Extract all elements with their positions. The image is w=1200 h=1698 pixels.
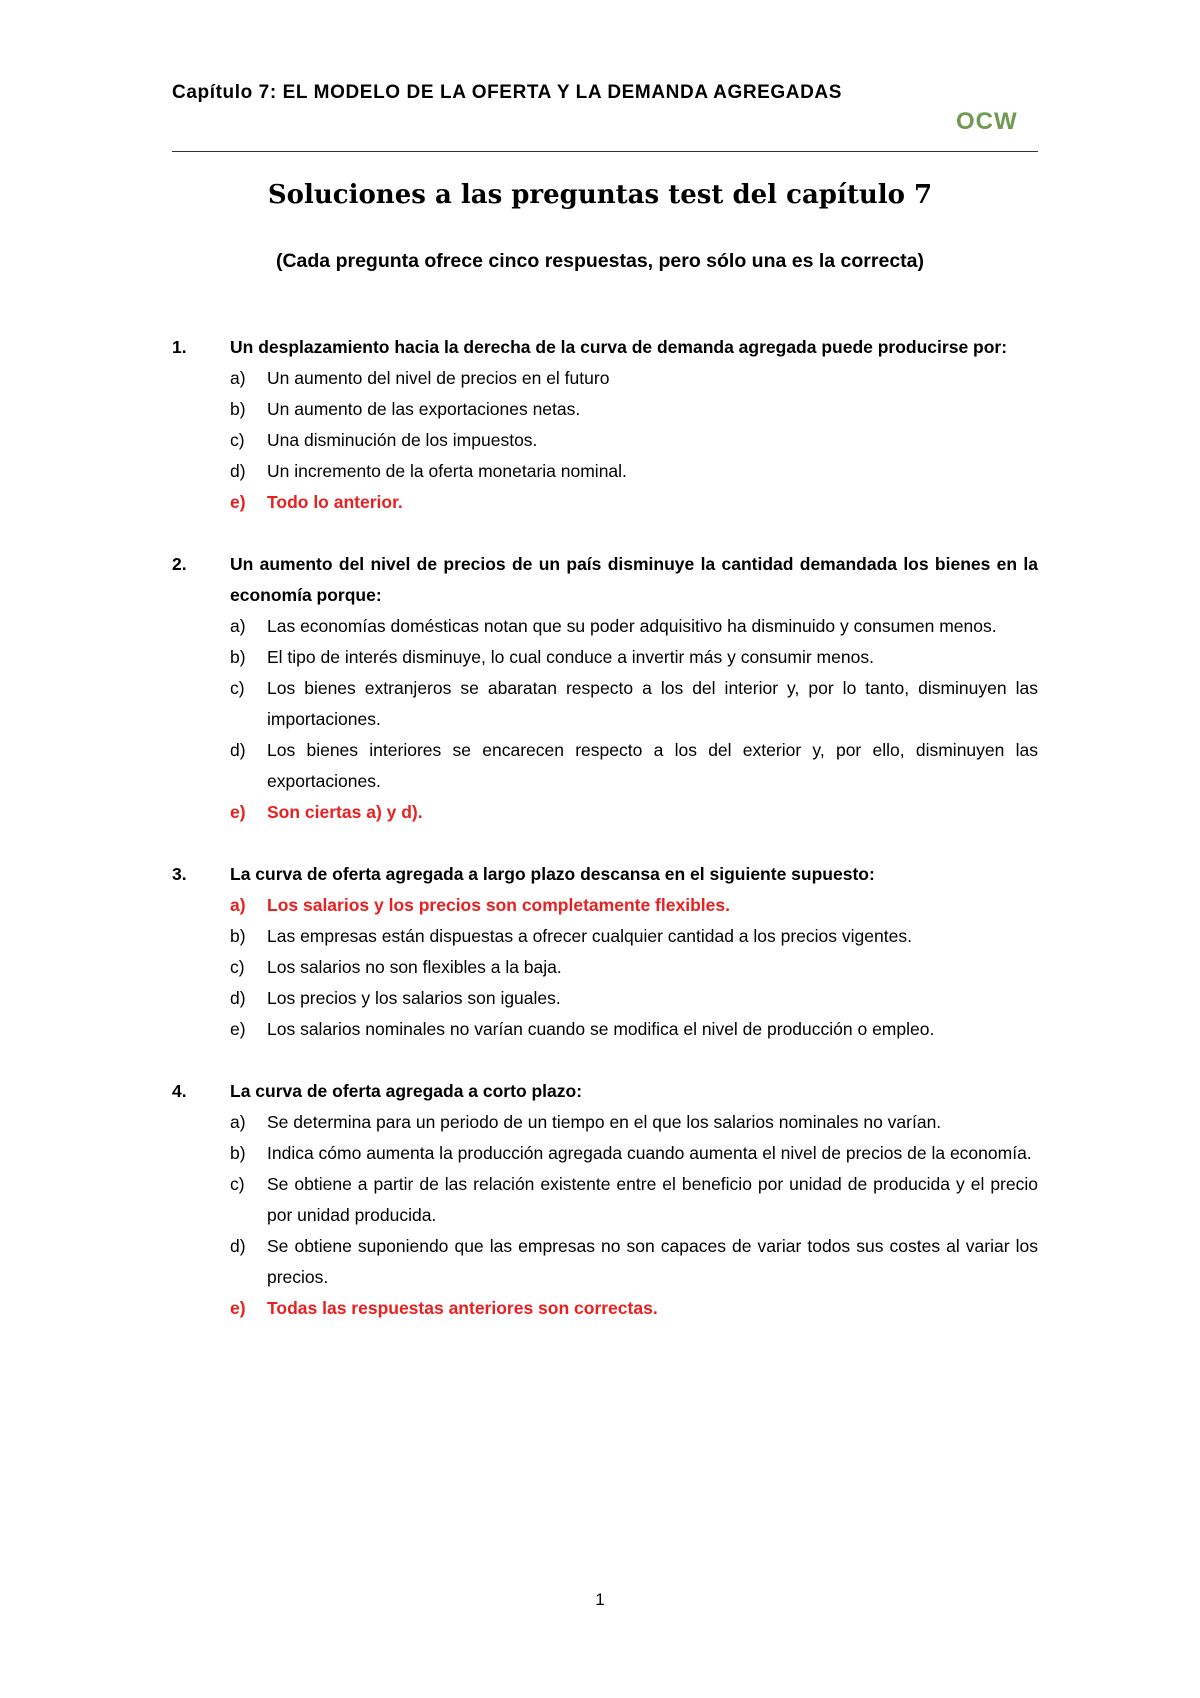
question-2 — [172, 549, 1038, 828]
page-header — [172, 82, 842, 104]
option-text: Los salarios y los precios son completamente flexibles. — [267, 895, 730, 915]
option-letter: c) — [230, 430, 245, 450]
option-letter: d) — [230, 740, 246, 760]
option-text: Un aumento del nivel de precios en el futuro — [267, 368, 610, 388]
option-a — [230, 363, 1038, 394]
question-number: 1. — [172, 337, 187, 357]
option-letter: d) — [230, 988, 246, 1008]
option-letter: e) — [230, 492, 246, 512]
option-b — [230, 394, 1038, 425]
option-d — [230, 735, 1038, 797]
option-e-correct — [230, 797, 1038, 828]
option-a — [230, 1107, 1038, 1138]
option-e-correct — [230, 487, 1038, 518]
option-letter: c) — [230, 957, 245, 977]
question-4 — [172, 1076, 1038, 1324]
option-e-correct — [230, 1293, 1038, 1324]
option-text: Se determina para un periodo de un tiempo en el que los salarios nominales no varían. — [267, 1112, 942, 1132]
option-c — [230, 952, 1038, 983]
option-letter: a) — [230, 1112, 246, 1132]
option-text: Se obtiene a partir de las relación existente entre el beneficio por unidad de producida y el precio por unidad producida. — [267, 1174, 1038, 1225]
question-1 — [172, 332, 1038, 518]
option-letter: d) — [230, 461, 246, 481]
option-letter: c) — [230, 1174, 245, 1194]
question-number: 3. — [172, 864, 187, 884]
option-letter: e) — [230, 1298, 246, 1318]
option-text: Las empresas están dispuestas a ofrecer cualquier cantidad a los precios vigentes. — [267, 926, 912, 946]
option-b — [230, 1138, 1038, 1169]
option-e — [230, 1014, 1038, 1045]
option-text: Una disminución de los impuestos. — [267, 430, 538, 450]
option-letter: c) — [230, 678, 245, 698]
page-subtitle: (Cada pregunta ofrece cinco respuestas, pero sólo una es la correcta) — [275, 250, 925, 272]
question-text: Un aumento del nivel de precios de un país disminuye la cantidad demandada los bienes en la economía porque: — [230, 554, 1038, 605]
option-letter: d) — [230, 1236, 246, 1256]
question-text: Un desplazamiento hacia la derecha de la curva de demanda agregada puede producirse por: — [230, 337, 1008, 357]
option-text: Los precios y los salarios son iguales. — [267, 988, 561, 1008]
option-c — [230, 1169, 1038, 1231]
question-list — [172, 332, 1038, 1355]
question-3 — [172, 859, 1038, 1045]
option-letter: b) — [230, 399, 246, 419]
option-c — [230, 673, 1038, 735]
option-text: Un aumento de las exportaciones netas. — [267, 399, 581, 419]
option-text: Los bienes interiores se encarecen respecto a los del exterior y, por ello, disminuyen las exportaciones. — [267, 740, 1038, 791]
option-letter: b) — [230, 1143, 246, 1163]
option-text: Indica cómo aumenta la producción agregada cuando aumenta el nivel de precios de la economía. — [267, 1143, 1032, 1163]
option-letter: a) — [230, 895, 246, 915]
option-text: Los salarios nominales no varían cuando se modifica el nivel de producción o empleo. — [267, 1019, 935, 1039]
option-text: Todas las respuestas anteriores son correctas. — [267, 1298, 658, 1318]
option-text: Se obtiene suponiendo que las empresas no son capaces de variar todos sus costes al variar los precios. — [267, 1236, 1038, 1287]
option-text: Todo lo anterior. — [267, 492, 403, 512]
ocw-logo: OCW — [956, 108, 1018, 135]
option-text: Las economías domésticas notan que su poder adquisitivo ha disminuido y consumen menos. — [267, 616, 997, 636]
question-text: La curva de oferta agregada a corto plazo: — [230, 1081, 583, 1101]
option-a-correct — [230, 890, 1038, 921]
option-letter: a) — [230, 368, 246, 388]
option-letter: e) — [230, 802, 246, 822]
question-text: La curva de oferta agregada a largo plazo descansa en el siguiente supuesto: — [230, 864, 875, 884]
option-letter: b) — [230, 647, 246, 667]
page-number: 1 — [595, 1590, 605, 1609]
option-b — [230, 921, 1038, 952]
option-text: Los salarios no son flexibles a la baja. — [267, 957, 562, 977]
question-number: 2. — [172, 554, 187, 574]
question-number: 4. — [172, 1081, 187, 1101]
header-divider — [172, 151, 1038, 152]
option-letter: b) — [230, 926, 246, 946]
option-d — [230, 1231, 1038, 1293]
option-b — [230, 642, 1038, 673]
option-d — [230, 456, 1038, 487]
option-text: Un incremento de la oferta monetaria nominal. — [267, 461, 627, 481]
option-c — [230, 425, 1038, 456]
option-a — [230, 611, 1038, 642]
option-letter: e) — [230, 1019, 246, 1039]
option-text: El tipo de interés disminuye, lo cual conduce a invertir más y consumir menos. — [267, 647, 874, 667]
option-text: Los bienes extranjeros se abaratan respecto a los del interior y, por lo tanto, disminuyen las importaciones. — [267, 678, 1038, 729]
option-letter: a) — [230, 616, 246, 636]
option-d — [230, 983, 1038, 1014]
page-title: Soluciones a las preguntas test del capítulo 7 — [267, 180, 933, 210]
option-text: Son ciertas a) y d). — [267, 802, 423, 822]
chapter-label: Capítulo 7: — [172, 82, 277, 103]
chapter-title: EL MODELO DE LA OFERTA Y LA DEMANDA AGREGADAS — [282, 82, 843, 103]
